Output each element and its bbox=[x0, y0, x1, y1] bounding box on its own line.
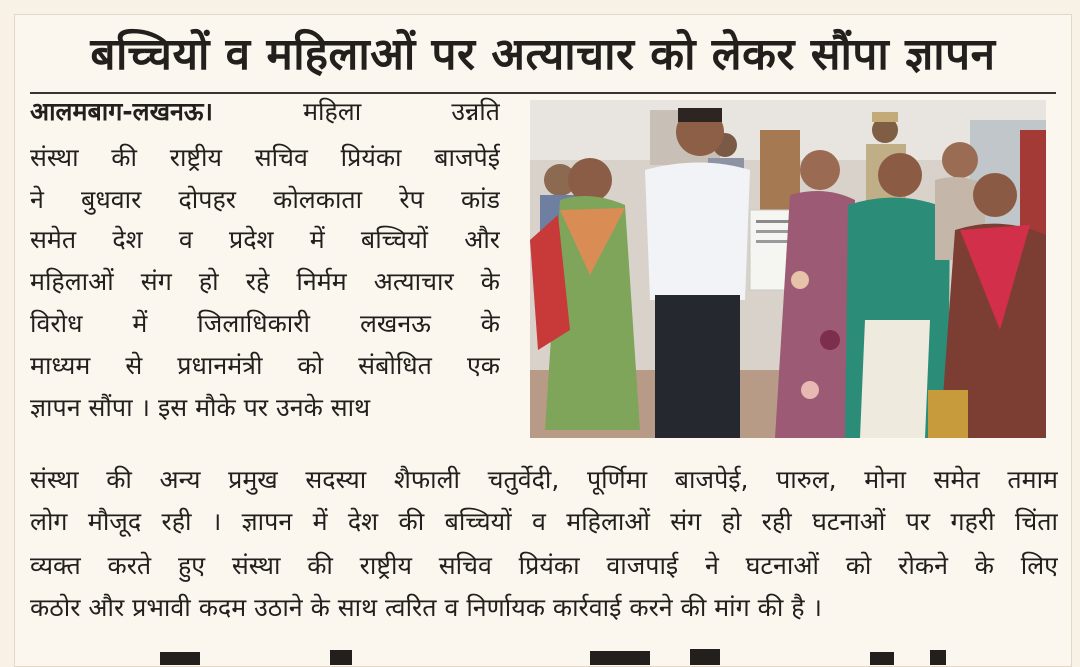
body-line-5: महिलाओं संग हो रहे निर्मम अत्याचार के bbox=[30, 267, 500, 296]
body-line-11: व्यक्त करते हुए संस्था की राष्ट्रीय सचिव प्रियंका वाजपाई ने घटनाओं को रोकने के लिए bbox=[30, 551, 1058, 580]
body-line-3: ने बुधवार दोपहर कोलकाता रेप कांड bbox=[30, 185, 500, 214]
body-line-9: संस्था की अन्य प्रमुख सदस्या शैफाली चतुर्वेदी, पूर्णिमा बाजपेई, पारुल, मोना समेत तमाम bbox=[30, 465, 1058, 494]
body-line-4: समेत देश व प्रदेश में बच्चियों और bbox=[30, 225, 500, 254]
body-line-10: लोग मौजूद रही । ज्ञापन में देश की बच्चियों व महिलाओं संग हो रही घटनाओं पर गहरी चिंता bbox=[30, 507, 1058, 536]
body-line-1 bbox=[30, 92, 500, 132]
cut-off-glyphs bbox=[30, 646, 1058, 665]
body-line-2: संस्था की राष्ट्रीय सचिव प्रियंका बाजपेई bbox=[30, 143, 500, 172]
body-line-7: माध्यम से प्रधानमंत्री को संबोधित एक bbox=[30, 351, 500, 380]
body-line-6: विरोध में जिलाधिकारी लखनऊ के bbox=[30, 309, 500, 338]
news-photo bbox=[530, 100, 1046, 438]
body-line-1-text: महिला उन्नति bbox=[213, 97, 500, 126]
headline: बच्चियों व महिलाओं पर अत्याचार को लेकर सौंपा ज्ञापन bbox=[90, 29, 996, 80]
news-photo-illustration bbox=[530, 100, 1046, 438]
cut-off-next-headline bbox=[30, 646, 1058, 665]
dateline: आलमबाग-लखनऊ। bbox=[30, 97, 214, 126]
body-line-8: ज्ञापन सौंपा । इस मौके पर उनके साथ bbox=[30, 393, 371, 422]
body-line-12: कठोर और प्रभावी कदम उठाने के साथ त्वरित व निर्णायक कार्रवाई करने की मांग की है । bbox=[30, 593, 823, 622]
